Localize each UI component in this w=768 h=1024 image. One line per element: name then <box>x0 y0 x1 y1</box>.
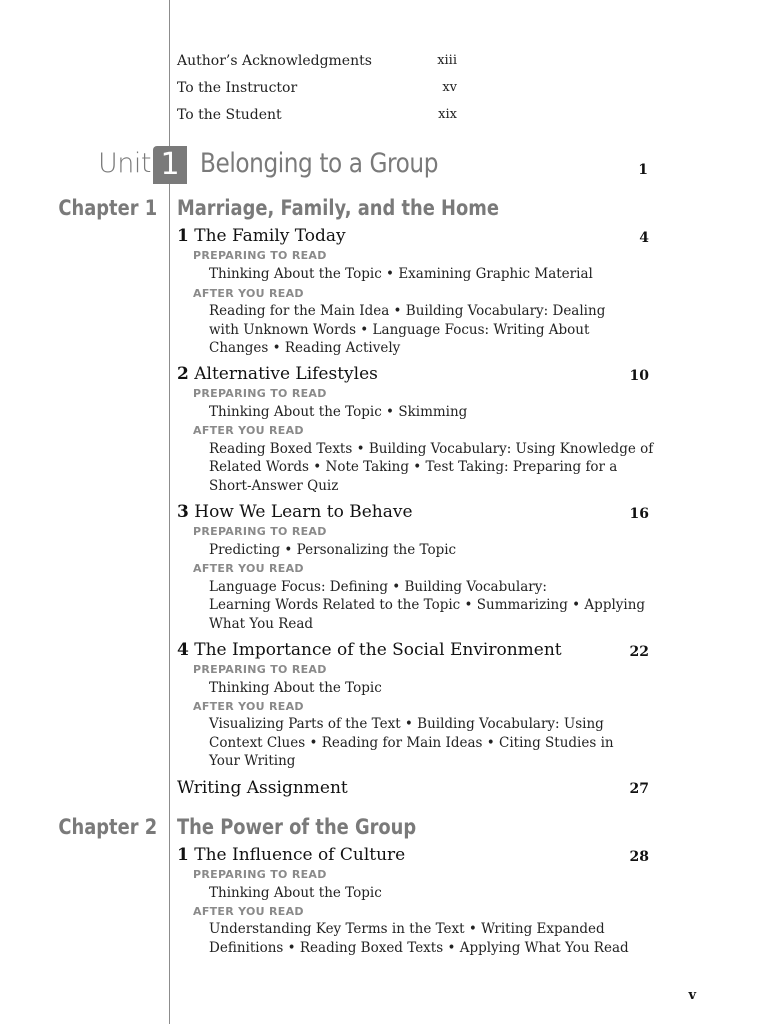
toc-front-instructor[interactable]: To the Instructor <box>177 80 298 96</box>
section-page: 16 <box>629 506 649 522</box>
section-activity-line: Thinking About the Topic • Examining Graphic Material <box>209 266 593 282</box>
section-page: 22 <box>629 644 649 660</box>
section-page: 10 <box>629 368 649 384</box>
section-activity-line: Definitions • Reading Boxed Texts • Applying What You Read <box>209 940 629 956</box>
toc-front-instructor-page: xv <box>442 80 457 95</box>
page-folio: v <box>688 988 696 1003</box>
preparing-label: PREPARING TO READ <box>193 868 327 881</box>
preparing-label: PREPARING TO READ <box>193 249 327 262</box>
section-number: 4 <box>177 640 189 660</box>
section-activity-line: with Unknown Words • Language Focus: Writing About <box>209 322 590 338</box>
section-page: 4 <box>639 230 649 246</box>
chapter-2-label: Chapter 2 <box>58 815 157 839</box>
section-number: 1 <box>177 845 189 865</box>
chapter-1-title[interactable]: Marriage, Family, and the Home <box>177 196 499 220</box>
section-activity-line: Short-Answer Quiz <box>209 478 339 494</box>
after-label: AFTER YOU READ <box>193 424 304 437</box>
section-number: 3 <box>177 502 189 522</box>
preparing-label: PREPARING TO READ <box>193 525 327 538</box>
toc-section[interactable] <box>177 640 562 660</box>
section-title: The Influence of Culture <box>194 845 406 865</box>
section-activity-line: Reading Boxed Texts • Building Vocabulary: Using Knowledge of <box>209 441 654 457</box>
section-number: 1 <box>177 226 189 246</box>
section-activity-line: Visualizing Parts of the Text • Building Vocabulary: Using <box>209 716 604 732</box>
chapter-1-label: Chapter 1 <box>58 196 157 220</box>
section-activity-line: Changes • Reading Actively <box>209 340 401 356</box>
toc-front-acknowledgments[interactable]: Author’s Acknowledgments <box>177 53 372 69</box>
section-activity-line: Reading for the Main Idea • Building Vocabulary: Dealing <box>209 303 606 319</box>
chapter-2-title[interactable]: The Power of the Group <box>177 815 417 839</box>
section-page: 28 <box>629 849 649 865</box>
section-activity-line: Predicting • Personalizing the Topic <box>209 542 457 558</box>
preparing-label: PREPARING TO READ <box>193 663 327 676</box>
after-label: AFTER YOU READ <box>193 562 304 575</box>
section-activity-line: Learning Words Related to the Topic • Summarizing • Applying <box>209 597 646 613</box>
unit-label: Unit <box>98 148 151 179</box>
writing-assignment-page: 27 <box>629 781 649 797</box>
writing-assignment[interactable]: Writing Assignment <box>177 778 348 798</box>
after-label: AFTER YOU READ <box>193 905 304 918</box>
section-activity-line: Language Focus: Defining • Building Vocabulary: <box>209 579 547 595</box>
toc-front-acknowledgments-page: xiii <box>437 53 457 68</box>
unit-title[interactable]: Belonging to a Group <box>200 148 439 179</box>
section-activity-line: Related Words • Note Taking • Test Taking: Preparing for a <box>209 459 618 475</box>
section-activity-line: Thinking About the Topic • Skimming <box>209 404 468 420</box>
section-activity-line: Thinking About the Topic <box>209 885 382 901</box>
section-number: 2 <box>177 364 189 384</box>
after-label: AFTER YOU READ <box>193 287 304 300</box>
section-title: How We Learn to Behave <box>194 502 413 522</box>
section-activity-line: Your Writing <box>209 753 296 769</box>
toc-section[interactable] <box>177 502 413 522</box>
section-activity-line: What You Read <box>209 616 314 632</box>
toc-front-student-page: xix <box>438 107 457 122</box>
preparing-label: PREPARING TO READ <box>193 387 327 400</box>
toc-section[interactable] <box>177 226 346 246</box>
section-activity-line: Thinking About the Topic <box>209 680 382 696</box>
section-activity-line: Context Clues • Reading for Main Ideas • Citing Studies in <box>209 735 614 751</box>
section-activity-line: Understanding Key Terms in the Text • Writing Expanded <box>209 921 605 937</box>
toc-front-student[interactable]: To the Student <box>177 107 282 123</box>
section-title: Alternative Lifestyles <box>194 364 378 384</box>
section-title: The Importance of the Social Environment <box>194 640 562 660</box>
section-title: The Family Today <box>194 226 346 246</box>
toc-section[interactable] <box>177 845 405 865</box>
unit-number-badge: 1 <box>153 146 187 184</box>
toc-section[interactable] <box>177 364 378 384</box>
unit-page: 1 <box>638 162 648 178</box>
after-label: AFTER YOU READ <box>193 700 304 713</box>
